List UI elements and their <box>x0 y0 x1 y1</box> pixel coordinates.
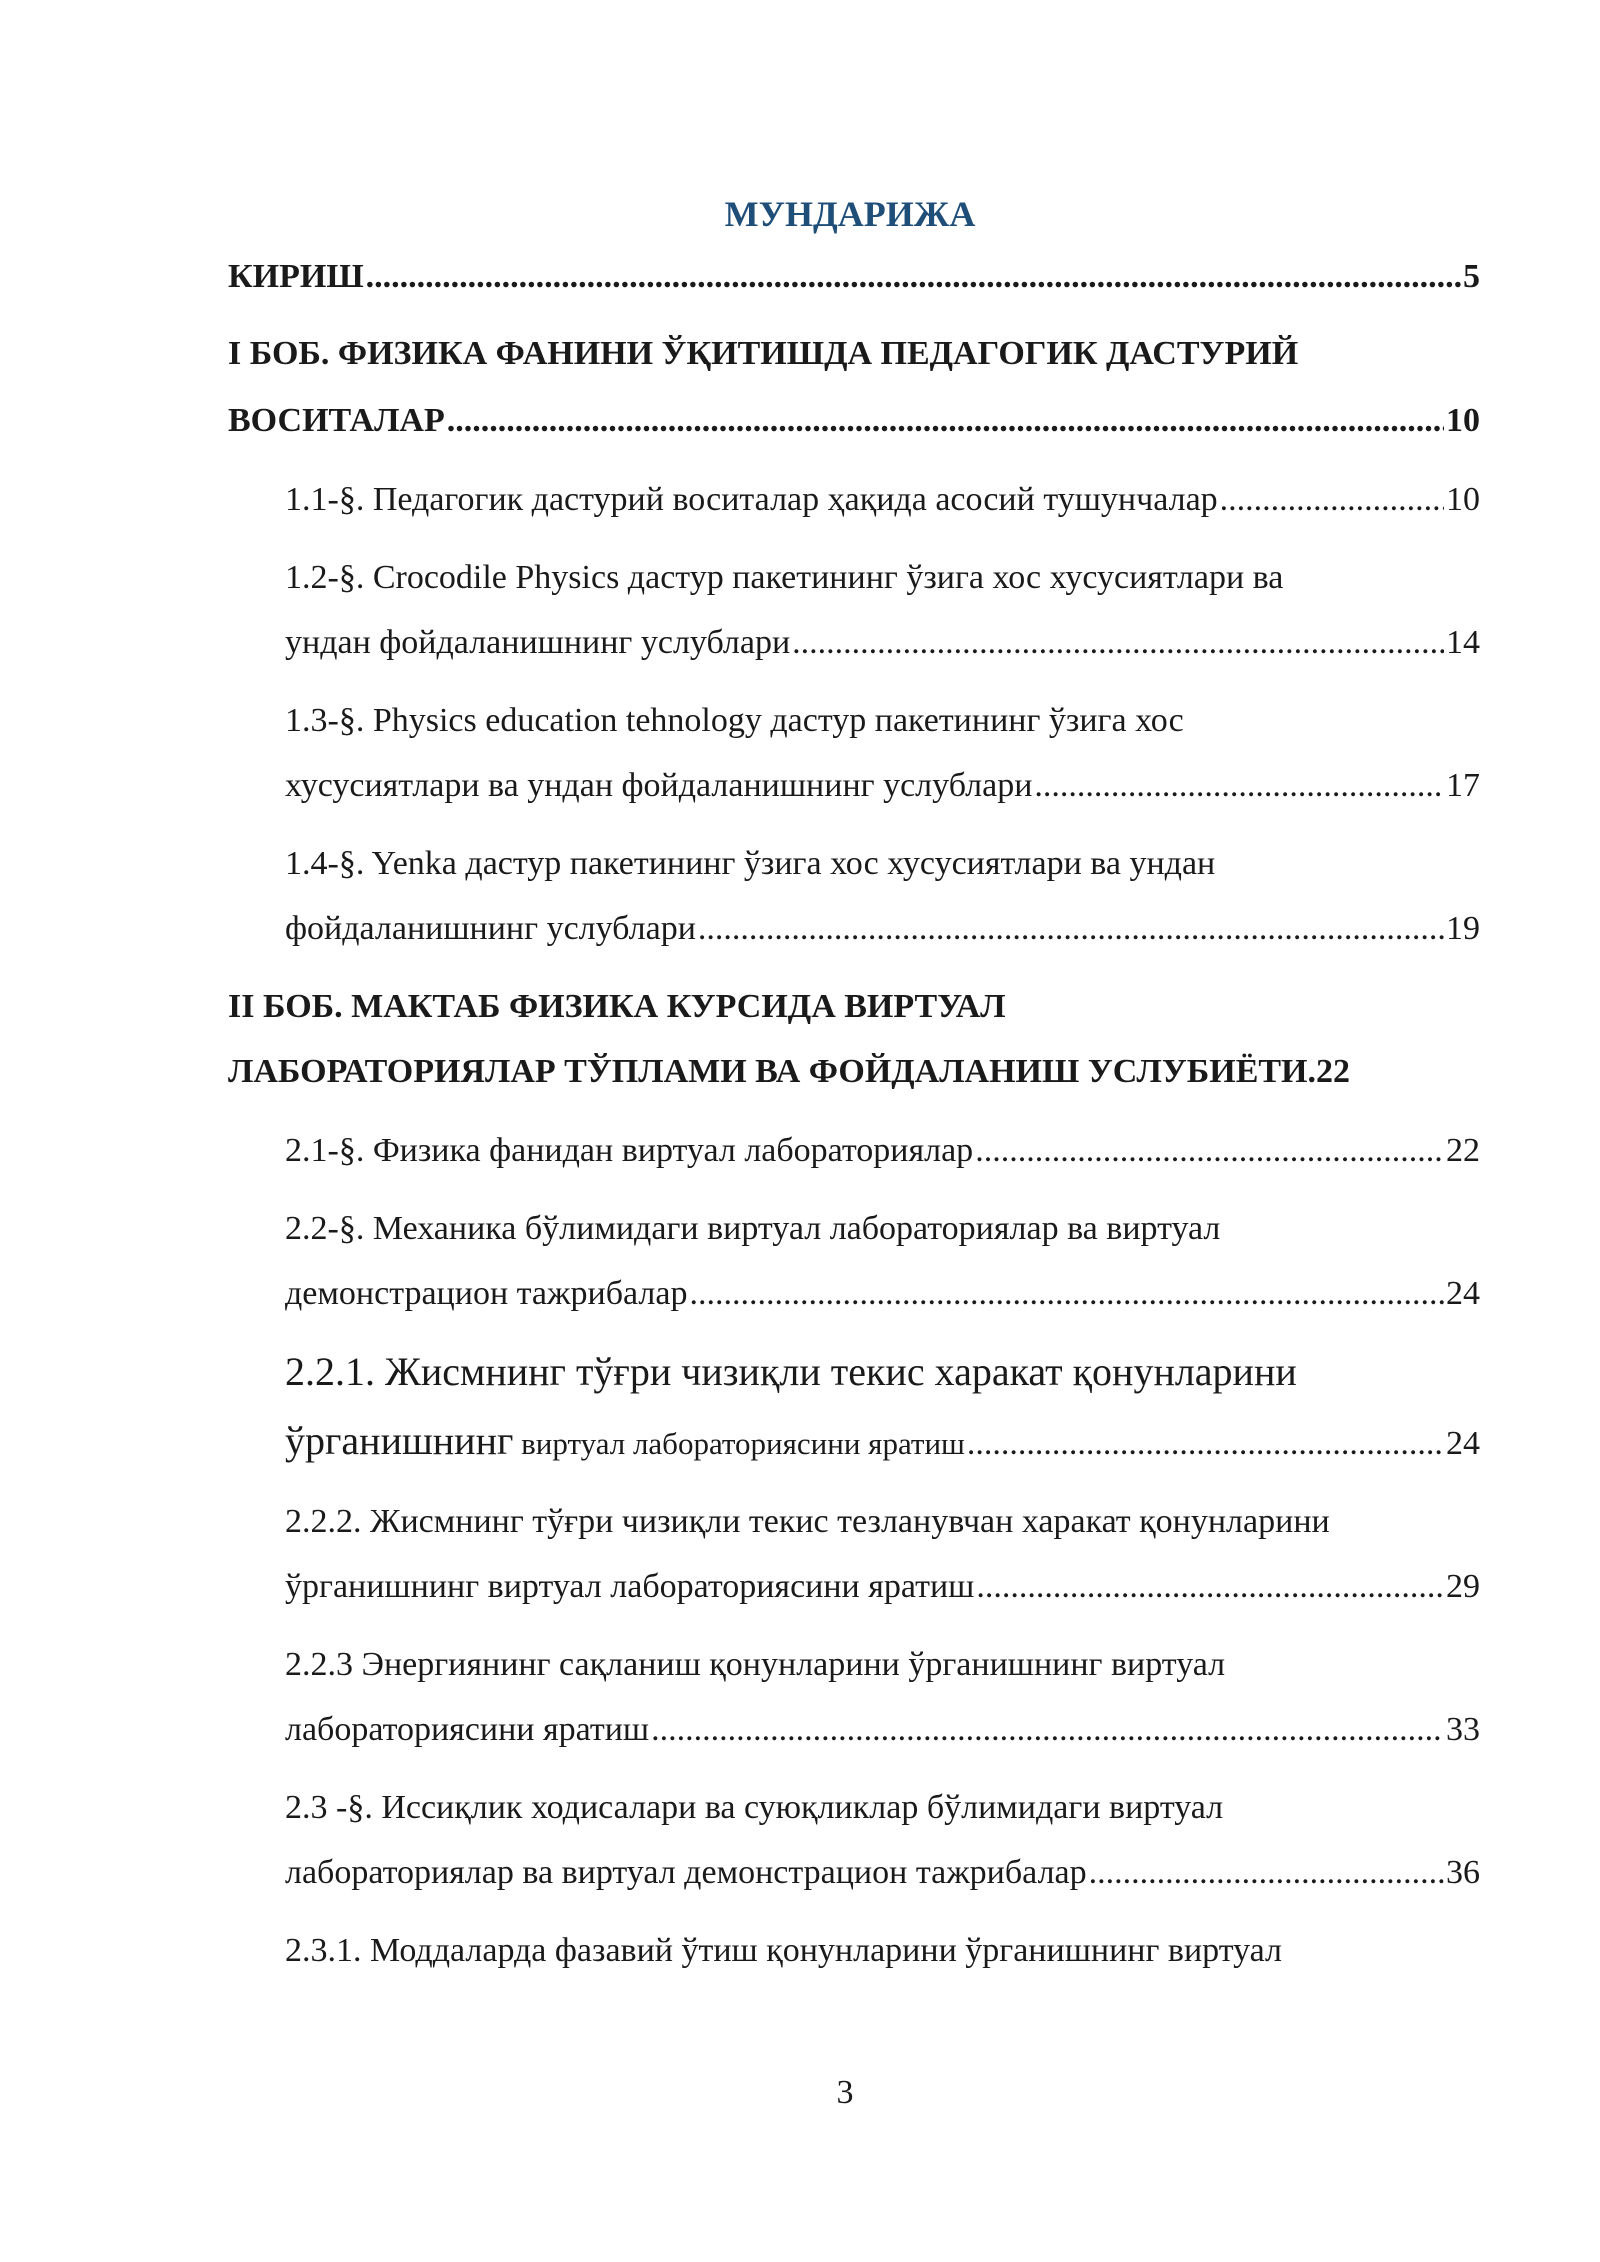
dot-leader <box>1220 481 1444 519</box>
toc-entry-label: лабораториялар ва виртуал демонстрацион тажрибалар <box>285 1854 1087 1891</box>
toc-section-2-2[interactable] <box>285 1275 1480 1313</box>
toc-section-2-3-line1[interactable]: 2.3 -§. Иссиқлик ходисалари ва суюқликлар бўлимидаги виртуал <box>285 1789 1224 1826</box>
dot-leader <box>975 1132 1444 1170</box>
toc-section-2-2-1-line1[interactable]: 2.2.1. Жисмнинг тўғри чизиқли текис харакат қонунларини <box>285 1349 1297 1394</box>
toc-page-number: 29 <box>1446 1568 1480 1605</box>
toc-entry-label: лабораториясини яратиш <box>285 1711 650 1748</box>
toc-section-2-2-line1[interactable]: 2.2-§. Механика бўлимидаги виртуал лабораториялар ва виртуал <box>285 1210 1221 1247</box>
dot-leader <box>651 1711 1444 1749</box>
toc-section-1-2-line1[interactable]: 1.2-§. Crocodile Physics дастур пакетининг ўзига хос хусусиятлари ва <box>285 559 1284 596</box>
toc-section-1-3[interactable] <box>285 767 1480 805</box>
dot-leader <box>1089 1854 1444 1892</box>
toc-section-1-1[interactable] <box>285 481 1480 519</box>
toc-section-1-4[interactable] <box>285 910 1480 948</box>
toc-section-2-2-3-line1[interactable]: 2.2.3 Энергиянинг сақланиш қонунларини ўрганишнинг виртуал <box>285 1646 1226 1683</box>
toc-page-number: 10 <box>1446 402 1480 439</box>
dot-leader <box>447 402 1444 440</box>
toc-page-number: 14 <box>1446 624 1480 661</box>
toc-page-number: 22 <box>1446 1132 1480 1169</box>
toc-section-1-2[interactable] <box>285 624 1480 662</box>
toc-entry-label: ВОСИТАЛАР <box>228 402 445 439</box>
toc-page-number: 10 <box>1446 481 1480 518</box>
toc-entry-label: ўрганишнинг <box>285 1418 514 1463</box>
toc-entry-label: ундан фойдаланишнинг услублари <box>285 624 791 661</box>
toc-section-2-2-3[interactable] <box>285 1711 1480 1749</box>
toc-chapter-2-line1[interactable]: II БОБ. МАКТАБ ФИЗИКА КУРСИДА ВИРТУАЛ <box>228 988 1006 1025</box>
toc-entry-introduction[interactable] <box>228 258 1480 296</box>
dot-leader <box>792 624 1444 662</box>
dot-leader <box>366 258 1461 296</box>
dot-leader <box>698 910 1444 948</box>
toc-page-number: 17 <box>1446 767 1480 804</box>
toc-page-number: 5 <box>1463 258 1480 295</box>
toc-page-number: 19 <box>1446 910 1480 947</box>
toc-section-2-2-2-line1[interactable]: 2.2.2. Жисмнинг тўғри чизиқли текис тезланувчан харакат қонунларини <box>285 1503 1330 1540</box>
toc-page-number: 24 <box>1446 1425 1480 1462</box>
dot-leader <box>976 1568 1444 1606</box>
toc-page-number: 22 <box>1316 1053 1350 1090</box>
toc-entry-label: ЛАБОРАТОРИЯЛАР ТЎПЛАМИ ВА ФОЙДАЛАНИШ УСЛУБИЁТИ. <box>228 1053 1316 1090</box>
toc-section-1-4-line1[interactable]: 1.4-§. Yenka дастур пакетининг ўзига хос хусусиятлари ва ундан <box>285 845 1216 882</box>
dot-leader <box>689 1275 1444 1313</box>
toc-entry-label: КИРИШ <box>228 258 364 295</box>
toc-entry-label: 2.1-§. Физика фанидан виртуал лабораториялар <box>285 1132 974 1169</box>
toc-section-2-3[interactable] <box>285 1854 1480 1892</box>
toc-entry-label: фойдаланишнинг услублари <box>285 910 696 947</box>
toc-page-number: 24 <box>1446 1275 1480 1312</box>
toc-chapter-1-line1[interactable]: I БОБ. ФИЗИКА ФАНИНИ ЎҚИТИШДА ПЕДАГОГИК ДАСТУРИЙ <box>228 335 1299 372</box>
toc-entry-label: демонстрацион тажрибалар <box>285 1275 688 1312</box>
dot-leader <box>967 1425 1444 1463</box>
toc-entry-label: хусусиятлари ва ундан фойдаланишнинг услублари <box>285 767 1033 804</box>
toc-entry-label-cont: виртуал лабораториясини яратиш <box>513 1426 965 1461</box>
toc-chapter-1[interactable] <box>228 402 1480 440</box>
toc-page-number: 36 <box>1446 1854 1480 1891</box>
toc-section-2-2-1[interactable] <box>285 1417 1480 1464</box>
toc-chapter-2[interactable] <box>228 1053 1480 1091</box>
page-number: 3 <box>836 2074 854 2111</box>
toc-section-2-3-1-line1[interactable]: 2.3.1. Моддаларда фазавий ўтиш қонунларини ўрганишнинг виртуал <box>285 1932 1283 1969</box>
toc-section-1-3-line1[interactable]: 1.3-§. Physics education tehnology дастур пакетининг ўзига хос <box>285 702 1184 739</box>
toc-entry-label: ўрганишнинг виртуал лабораториясини яратиш <box>285 1568 975 1605</box>
toc-section-2-2-2[interactable] <box>285 1568 1480 1606</box>
toc-section-2-1[interactable] <box>285 1132 1480 1170</box>
toc-page-number: 33 <box>1446 1711 1480 1748</box>
toc-entry-label: 1.1-§. Педагогик дастурий воситалар ҳақида асосий тушунчалар <box>285 481 1218 518</box>
page-title: МУНДАРИЖА <box>724 194 976 234</box>
dot-leader <box>1034 767 1444 805</box>
